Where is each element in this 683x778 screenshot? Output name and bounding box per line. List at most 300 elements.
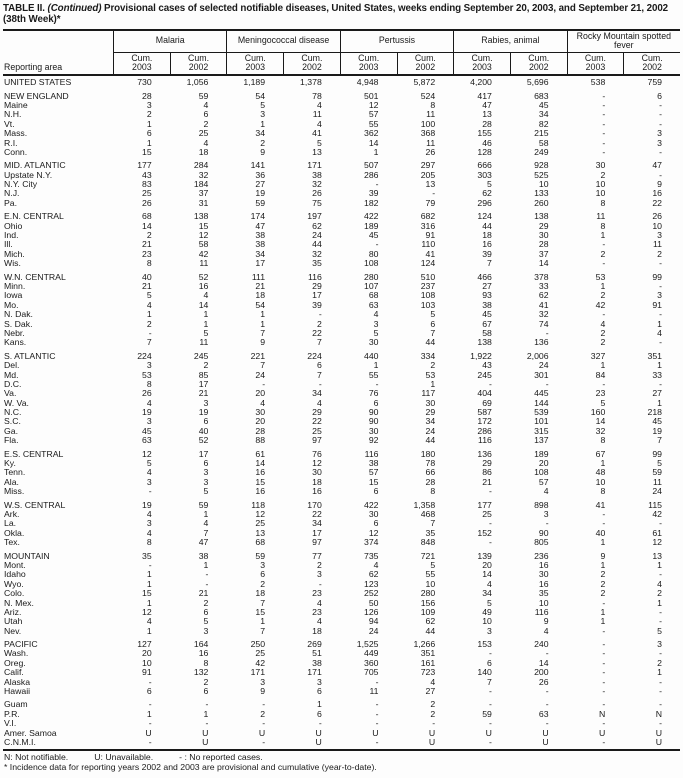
table-row <box>3 450 680 459</box>
row-value: 27 <box>482 281 492 291</box>
row-value: - <box>659 616 662 627</box>
row-value: 14 <box>595 416 606 427</box>
row-value: 6 <box>487 657 492 668</box>
notifiable-diseases-table <box>3 29 680 752</box>
row-area-label: N. Mex. <box>4 598 34 608</box>
row-value: 29 <box>312 281 322 291</box>
row-value: - <box>318 378 322 389</box>
row-value: 53 <box>425 369 436 380</box>
row-value: 171 <box>250 667 266 678</box>
row-value: 440 <box>364 350 379 361</box>
row-value: 34 <box>312 388 322 399</box>
table-row <box>3 659 680 668</box>
row-area-label: Guam <box>4 700 28 710</box>
row-value: 2 <box>146 318 152 329</box>
row-value: 184 <box>193 179 209 190</box>
row-value: 1,358 <box>413 499 436 510</box>
row-area-label: Wash. <box>4 649 29 659</box>
row-area-label: C.N.M.I. <box>4 737 36 747</box>
row-value: 1,922 <box>470 350 492 361</box>
row-value: 90 <box>368 416 379 427</box>
table-row <box>3 120 680 129</box>
table-row <box>3 371 680 380</box>
row-value: 7 <box>260 360 266 371</box>
footnote-asterisk: * Incidence data for reporting years 2002 and 2003 are provisional and cumulative (year-to-date). <box>4 762 377 773</box>
row-value: - <box>659 606 662 617</box>
row-value: 362 <box>364 128 379 139</box>
row-value: 2 <box>260 137 266 148</box>
row-value: 280 <box>364 271 379 282</box>
table-row <box>3 240 680 249</box>
row-value: - <box>318 578 322 589</box>
subheader-line1: Cum. <box>301 52 323 63</box>
table-row <box>3 180 680 189</box>
row-value: 15 <box>255 606 266 617</box>
subheader-line2: 2002 <box>642 61 662 72</box>
row-area-label: W.N. CENTRAL <box>4 272 66 282</box>
row-value: - <box>659 518 662 529</box>
row-area-label: Mich. <box>4 249 25 259</box>
row-value: - <box>262 718 266 729</box>
row-value: 587 <box>477 407 492 418</box>
row-value: - <box>205 699 209 710</box>
row-area-label: Idaho <box>4 570 26 580</box>
row-value: - <box>602 258 606 269</box>
row-value: 1 <box>203 708 209 719</box>
row-value: 153 <box>477 639 492 650</box>
row-value: - <box>488 378 492 389</box>
row-value: 1 <box>146 118 152 129</box>
row-value: 14 <box>142 220 152 231</box>
row-value: 3 <box>316 676 322 687</box>
row-value: 76 <box>368 388 379 399</box>
row-value: 90 <box>368 407 379 418</box>
row-value: 67 <box>482 318 492 329</box>
row-value: 6 <box>373 518 379 529</box>
row-value: 127 <box>137 639 152 650</box>
table-row <box>3 468 680 477</box>
row-value: 17 <box>312 290 322 301</box>
row-value: 3 <box>543 508 549 519</box>
row-value: 6 <box>146 128 152 139</box>
row-value: 240 <box>534 639 549 650</box>
row-value: 57 <box>368 109 379 120</box>
column-subheader <box>170 53 227 74</box>
row-value: - <box>545 648 549 659</box>
row-value: - <box>602 597 606 608</box>
table-row <box>3 487 680 496</box>
row-value: 8 <box>146 378 152 389</box>
row-value: 13 <box>312 146 322 157</box>
row-value: 5 <box>316 137 322 148</box>
row-value: 6 <box>430 318 436 329</box>
row-value: 5,872 <box>413 77 436 88</box>
table-row <box>3 148 680 157</box>
row-area-label: Ohio <box>4 221 23 231</box>
table-row <box>3 436 680 445</box>
row-value: 2 <box>600 569 606 580</box>
row-value: - <box>602 736 606 747</box>
row-value: U <box>258 727 266 738</box>
row-value: 4 <box>316 616 322 627</box>
table-row <box>3 589 680 598</box>
row-value: 43 <box>142 169 152 180</box>
table-row <box>3 329 680 338</box>
row-value: 28 <box>425 476 436 487</box>
row-value: 16 <box>198 281 209 291</box>
row-value: 34 <box>425 416 436 427</box>
row-value: 286 <box>477 425 492 436</box>
row-value: - <box>602 648 606 659</box>
row-value: 315 <box>534 425 549 436</box>
row-value: 152 <box>477 527 492 538</box>
row-value: 12 <box>368 527 379 538</box>
row-area-label: MID. ATLANTIC <box>4 161 66 171</box>
row-value: 1 <box>146 597 152 608</box>
row-value: 15 <box>198 220 209 231</box>
subheader-line2: 2002 <box>302 61 322 72</box>
row-value: - <box>318 718 322 729</box>
row-area-label: Calif. <box>4 668 24 678</box>
row-value: 51 <box>312 648 322 659</box>
row-value: 200 <box>534 667 549 678</box>
row-value: 170 <box>307 499 322 510</box>
row-value: 3 <box>203 397 209 408</box>
row-value: 58 <box>198 239 209 250</box>
row-value: 45 <box>538 99 549 110</box>
row-value: 103 <box>420 299 436 310</box>
row-area-label: P.R. <box>4 709 20 719</box>
row-value: 18 <box>312 625 322 636</box>
row-value: 18 <box>255 588 266 599</box>
row-value: - <box>148 559 152 570</box>
row-value: 1 <box>203 508 209 519</box>
subheader-line1: Cum. <box>584 52 606 63</box>
row-value: 11 <box>199 337 209 348</box>
row-value: 1 <box>146 708 152 719</box>
row-value: - <box>262 378 266 389</box>
row-area-label: Mont. <box>4 560 26 570</box>
row-value: 1 <box>146 309 152 320</box>
row-area-label: Miss. <box>4 487 25 497</box>
row-value: 1 <box>657 360 662 371</box>
row-value: 38 <box>312 657 322 668</box>
row-value: 245 <box>193 350 209 361</box>
row-value: 63 <box>368 299 379 310</box>
table-row <box>3 282 680 291</box>
column-subheader <box>623 53 680 74</box>
row-value: 12 <box>255 508 266 519</box>
row-area-label: E.S. CENTRAL <box>4 449 64 459</box>
row-value: - <box>375 676 379 687</box>
row-value: - <box>659 99 662 110</box>
row-value: 35 <box>312 258 322 269</box>
row-value: 26 <box>142 197 152 208</box>
title-prefix: TABLE II. <box>3 3 48 14</box>
row-value: 2 <box>600 578 606 589</box>
row-value: 11 <box>426 137 436 148</box>
row-value: 2 <box>146 230 152 241</box>
column-group-header: Malaria <box>113 31 226 53</box>
row-value: 3 <box>657 137 662 148</box>
row-value: - <box>659 118 662 129</box>
row-value: 30 <box>425 397 436 408</box>
row-value: 4 <box>487 578 492 589</box>
row-value: 47 <box>255 220 266 231</box>
row-value: 224 <box>307 350 322 361</box>
row-value: 12 <box>142 606 152 617</box>
row-value: 3 <box>260 109 266 120</box>
row-value: 156 <box>420 597 436 608</box>
row-value: 53 <box>595 271 606 282</box>
row-value: 92 <box>368 435 379 446</box>
row-value: 6 <box>316 708 322 719</box>
row-value: 52 <box>198 271 209 282</box>
row-value: - <box>488 486 492 497</box>
subheader-line1: Cum. <box>641 52 663 63</box>
row-value: 1 <box>203 309 209 320</box>
row-value: 42 <box>652 508 662 519</box>
row-value: 47 <box>652 160 662 171</box>
row-value: 2 <box>260 578 266 589</box>
row-value: 5 <box>600 397 606 408</box>
row-value: 539 <box>534 407 549 418</box>
table-row <box>3 649 680 658</box>
row-value: 83 <box>142 179 152 190</box>
row-value: 6 <box>203 686 209 697</box>
row-value: 4 <box>316 118 322 129</box>
row-value: - <box>488 736 492 747</box>
row-value: 10 <box>595 179 606 190</box>
row-value: 25 <box>198 128 209 139</box>
table-row <box>3 380 680 389</box>
row-value: - <box>659 686 662 697</box>
row-value: 97 <box>312 435 322 446</box>
row-value: 316 <box>420 220 436 231</box>
row-value: - <box>488 537 492 548</box>
table-row <box>3 640 680 649</box>
row-value: 3 <box>146 99 152 110</box>
row-value: 269 <box>307 639 322 650</box>
table-row <box>3 427 680 436</box>
row-value: 35 <box>538 588 549 599</box>
table-row <box>3 408 680 417</box>
row-value: 1 <box>600 537 606 548</box>
row-value: 7 <box>146 337 152 348</box>
row-value: 15 <box>142 588 152 599</box>
row-value: U <box>428 727 436 738</box>
row-value: 10 <box>425 578 436 589</box>
row-value: 5 <box>146 290 152 301</box>
row-value: 32 <box>312 179 322 190</box>
table-row <box>3 352 680 361</box>
row-value: 42 <box>255 657 266 668</box>
row-value: 160 <box>590 407 606 418</box>
row-value: 16 <box>255 467 266 478</box>
row-value: 2 <box>316 559 322 570</box>
row-value: 25 <box>312 425 322 436</box>
row-value: 2 <box>316 318 322 329</box>
row-area-label: Wis. <box>4 259 21 269</box>
row-value: 31 <box>198 197 209 208</box>
row-value: 705 <box>364 667 379 678</box>
row-value: 22 <box>652 197 662 208</box>
row-value: 2 <box>600 290 606 301</box>
row-value: 334 <box>420 350 436 361</box>
row-value: 79 <box>425 197 436 208</box>
row-value: 30 <box>312 467 322 478</box>
row-area-label: PACIFIC <box>4 640 38 650</box>
row-area-label: Conn. <box>4 147 28 157</box>
row-value: 10 <box>652 220 662 231</box>
row-value: 14 <box>198 299 209 310</box>
row-value: 7 <box>203 527 209 538</box>
row-value: 107 <box>364 281 379 291</box>
row-value: - <box>602 667 606 678</box>
row-area-label: MOUNTAIN <box>4 551 50 561</box>
row-value: 4 <box>373 309 379 320</box>
title-continued: (Continued) <box>47 3 102 14</box>
row-value: 24 <box>652 486 662 497</box>
table-row <box>3 129 680 138</box>
row-value: 5 <box>430 309 436 320</box>
row-value: 38 <box>482 299 492 310</box>
row-value: U <box>202 736 209 747</box>
row-value: 18 <box>198 146 209 157</box>
row-value: 108 <box>420 290 436 301</box>
row-value: 19 <box>198 407 209 418</box>
row-value: 7 <box>316 369 322 380</box>
row-value: 21 <box>198 588 209 599</box>
row-value: 30 <box>595 160 606 171</box>
table-row <box>3 101 680 110</box>
row-value: 45 <box>482 309 492 320</box>
row-value: 9 <box>260 146 266 157</box>
row-value: 19 <box>142 499 152 510</box>
row-value: 13 <box>482 109 492 120</box>
row-value: 91 <box>142 667 152 678</box>
row-value: 19 <box>652 425 662 436</box>
row-value: U <box>145 727 152 738</box>
row-value: 161 <box>420 657 436 668</box>
row-value: 18 <box>312 476 322 487</box>
row-value: 20 <box>482 559 492 570</box>
row-value: 286 <box>364 169 379 180</box>
row-value: 25 <box>142 188 152 199</box>
row-value: 21 <box>142 281 152 291</box>
table-row <box>3 570 680 579</box>
row-value: 171 <box>307 667 322 678</box>
row-area-label: Wyo. <box>4 579 24 589</box>
row-value: 44 <box>425 337 436 348</box>
row-value: 11 <box>312 109 322 120</box>
row-value: 9 <box>260 337 266 348</box>
row-value: - <box>545 378 549 389</box>
row-value: 8 <box>600 435 606 446</box>
column-group-header: Rabies, animal <box>453 31 566 53</box>
row-value: 7 <box>260 625 266 636</box>
row-area-label: NEW ENGLAND <box>4 91 69 101</box>
row-value: 17 <box>198 448 209 459</box>
subheader-line2: 2003 <box>245 61 266 72</box>
row-value: U <box>485 727 492 738</box>
row-area-label: Ga. <box>4 426 19 436</box>
row-value: N <box>599 708 606 719</box>
row-value: 108 <box>364 258 379 269</box>
row-value: 14 <box>538 258 549 269</box>
row-value: 5 <box>203 327 209 338</box>
row-value: 16 <box>538 578 549 589</box>
row-value: 5 <box>260 99 266 110</box>
row-value: 8 <box>600 486 606 497</box>
row-area-label: Del. <box>4 361 20 371</box>
row-value: - <box>659 169 662 180</box>
table-row <box>3 399 680 408</box>
table-row <box>3 310 680 319</box>
row-value: 3 <box>203 476 209 487</box>
row-value: 10 <box>595 188 606 199</box>
row-value: 28 <box>142 90 152 101</box>
row-area-label: Upstate N.Y. <box>4 170 53 180</box>
row-value: 7 <box>316 337 322 348</box>
subheader-line1: Cum. <box>528 52 550 63</box>
row-value: - <box>148 486 152 497</box>
row-value: 177 <box>137 160 152 171</box>
row-value: 1 <box>600 616 606 627</box>
column-subheader <box>340 53 397 74</box>
row-value: 138 <box>477 337 492 348</box>
row-area-label: R.I. <box>4 138 18 148</box>
row-value: 1 <box>203 318 209 329</box>
row-area-label: Ala. <box>4 477 19 487</box>
row-value: 26 <box>425 146 436 157</box>
row-value: 21 <box>142 239 152 250</box>
row-value: 721 <box>420 550 436 561</box>
row-value: 189 <box>364 220 379 231</box>
row-value: 3 <box>260 676 266 687</box>
row-value: 15 <box>255 476 266 487</box>
row-value: - <box>602 99 606 110</box>
row-area-label: Ark. <box>4 509 20 519</box>
row-value: 4,200 <box>470 77 492 88</box>
row-area-label: Ariz. <box>4 607 22 617</box>
row-value: 8 <box>430 486 436 497</box>
row-value: 22 <box>312 416 322 427</box>
table-row <box>3 529 680 538</box>
row-value: 26 <box>312 188 322 199</box>
row-area-label: Vt. <box>4 119 15 129</box>
row-value: - <box>602 699 606 710</box>
row-value: - <box>375 736 379 747</box>
row-value: 34 <box>255 248 266 259</box>
row-value: 8 <box>146 258 152 269</box>
row-value: 1 <box>600 281 606 291</box>
table-row <box>3 580 680 589</box>
row-area-label: Amer. Samoa <box>4 728 57 738</box>
row-value: 368 <box>420 128 436 139</box>
row-area-label: UNITED STATES <box>4 78 72 88</box>
row-value: - <box>659 378 662 389</box>
row-value: 260 <box>534 197 549 208</box>
row-value: 63 <box>142 435 152 446</box>
row-value: 2 <box>203 360 209 371</box>
footnote-item: - : No reported cases. <box>179 752 263 763</box>
table-row <box>3 687 680 696</box>
row-area-label: Va. <box>4 389 17 399</box>
row-value: - <box>205 718 209 729</box>
row-value: 1 <box>146 578 152 589</box>
row-area-label: Ky. <box>4 459 16 469</box>
